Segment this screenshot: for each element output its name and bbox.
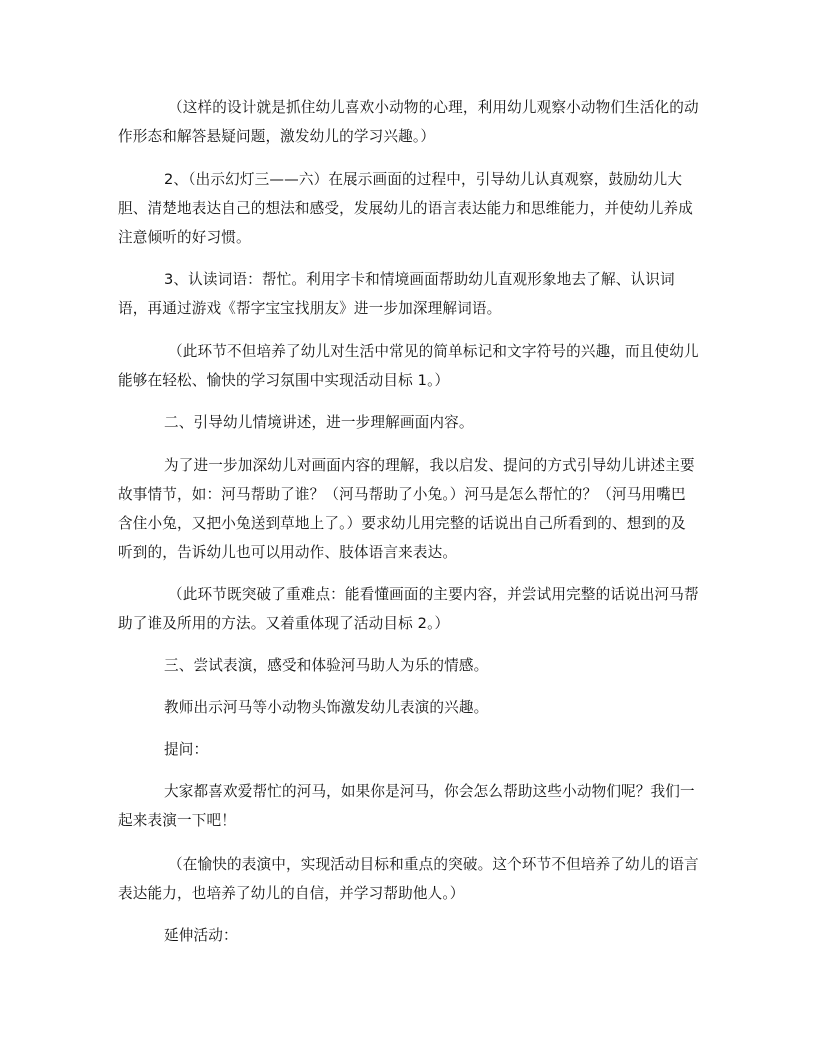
paragraph-performance-note: [118, 850, 699, 908]
text-line: 起来表演一下吧！: [118, 812, 236, 829]
text-line: 表达能力，也培养了幼儿的自信，并学习帮助他人。）: [118, 885, 465, 902]
paragraph-question: [118, 777, 693, 835]
text-line: 助了谁及所用的方法。又着重体现了活动目标 2。）: [118, 615, 450, 632]
paragraph-story-narration: [118, 451, 693, 567]
text-line: 大家都喜欢爱帮忙的河马，如果你是河马，你会怎么帮助这些小动物们呢？我们一: [164, 783, 695, 800]
text-line: 延伸活动：: [164, 927, 238, 944]
paragraph-headwear: [118, 693, 693, 722]
text-line: 故事情节，如：河马帮助了谁？（河马帮助了小兔。）河马是怎么帮忙的？（河马用嘴巴: [118, 486, 686, 503]
text-line: 教师出示河马等小动物头饰激发幼儿表演的兴趣。: [164, 699, 489, 716]
section-heading-extension: [118, 921, 693, 950]
text-line: 2、（出示幻灯三——六）在展示画面的过程中，引导幼儿认真观察，鼓励幼儿大: [164, 171, 683, 188]
text-line: （此环节既突破了重难点：能看懂画面的主要内容，并尝试用完整的话说出河马帮: [168, 586, 699, 603]
text-line: 能够在轻松、愉快的学习氛围中实现活动目标 1。）: [118, 372, 450, 389]
paragraph-step-3: [118, 265, 693, 323]
text-line: 为了进一步加深幼儿对画面内容的理解，我以启发、提问的方式引导幼儿讲述主要: [164, 457, 695, 474]
text-line: 注意倾听的好习惯。: [118, 229, 251, 246]
text-line: 听到的，告诉幼儿也可以用动作、肢体语言来表达。: [118, 544, 458, 561]
text-line: 3、认读词语：帮忙。利用字卡和情境画面帮助幼儿直观形象地去了解、认识词: [164, 271, 675, 288]
text-line: 含住小兔，又把小兔送到草地上了。）要求幼儿用完整的话说出自己所看到的、想到的及: [118, 515, 686, 532]
text-line: 作形态和解答悬疑问题，激发幼儿的学习兴趣。）: [118, 128, 436, 145]
text-line: 三、尝试表演，感受和体验河马助人为乐的情感。: [164, 657, 489, 674]
paragraph-narration-note: [118, 580, 699, 638]
section-heading-three: [118, 651, 693, 680]
text-line: （在愉快的表演中，实现活动目标和重点的突破。这个环节不但培养了幼儿的语言: [168, 856, 699, 873]
paragraph-step-2: [118, 165, 693, 252]
text-line: 二、引导幼儿情境讲述，进一步理解画面内容。: [164, 414, 474, 431]
paragraph-step-note: [118, 337, 699, 395]
paragraph-question-label: [118, 735, 693, 764]
text-line: （这样的设计就是抓住幼儿喜欢小动物的心理，利用幼儿观察小动物们生活化的动: [168, 99, 699, 116]
text-line: 语，再通过游戏《帮字宝宝找朋友》进一步加深理解词语。: [118, 300, 502, 317]
text-line: 提问：: [164, 741, 209, 758]
paragraph-design-note: [118, 93, 699, 151]
text-line: 胆、清楚地表达自己的想法和感受，发展幼儿的语言表达能力和思维能力，并使幼儿养成: [118, 200, 694, 217]
section-heading-two: [118, 408, 693, 437]
text-line: （此环节不但培养了幼儿对生活中常见的简单标记和文字符号的兴趣，而且使幼儿: [168, 343, 699, 360]
